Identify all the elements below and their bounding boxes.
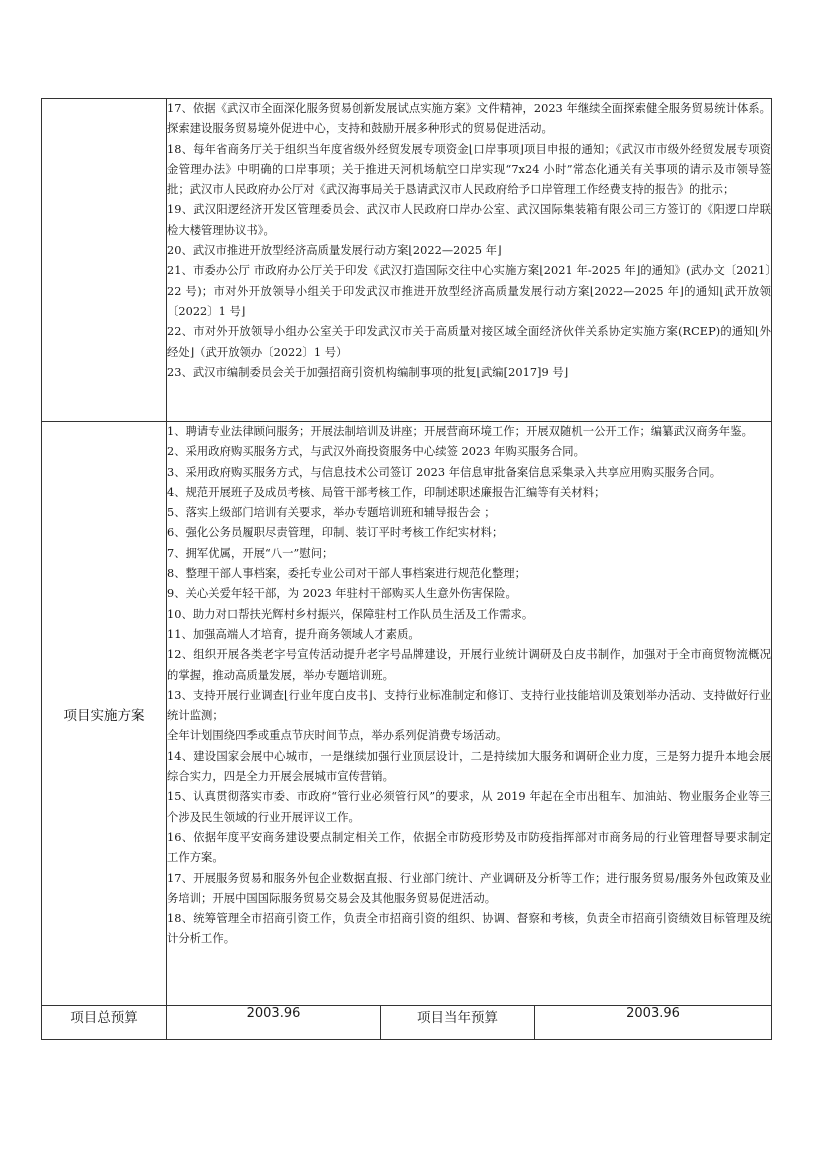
plan-item: 7、拥军优属，开展“八一”慰问； — [167, 546, 334, 560]
plan-item: 15、认真贯彻落实市委、市政府“管行业必须管行风”的要求，从 2019 年起在全市出租车、加油站、物业服务企业等三个涉及民生领域的行业开展评议工作。 — [167, 790, 772, 824]
basis-content-cell — [167, 99, 772, 422]
basis-item: 19、武汉阳逻经济开发区管理委员会、武汉市人民政府口岸办公室、武汉国际集装箱有限公司三方签订的《阳逻口岸联检大楼管理协议书》。 — [167, 203, 772, 237]
year-budget-value: 2003.96 — [535, 1006, 772, 1040]
plan-item: 全年计划围绕四季或重点节庆时间节点，举办系列促消费专场活动。 — [167, 729, 508, 743]
plan-row — [42, 422, 772, 1006]
plan-item: 10、助力对口帮扶光辉村乡村振兴，保障驻村工作队员生活及工作需求。 — [167, 607, 534, 621]
basis-item: 22、市对外开放领导小组办公室关于印发武汉市关于高质量对接区域全面经济伙伴关系协定实施方案(RCEP)的通知⌊外经处⌋（武开放领办〔2022〕1 号） — [167, 325, 772, 359]
plan-item-list — [167, 422, 771, 950]
basis-item: 17、依据《武汉市全面深化服务贸易创新发展试点实施方案》文件精神，2023 年继续全面探索健全服务贸易统计体系。探索建设服务贸易境外促进中心，支持和鼓励开展多种形式的贸易促进活动。 — [167, 102, 772, 136]
basis-item: 20、武汉市推进开放型经济高质量发展行动方案⌊2022—2025 年⌋ — [167, 244, 502, 258]
basis-item: 18、每年省商务厅关于组织当年度省级外经贸发展专项资金⌊口岸事项⌋项目申报的通知；《武汉市市级外经贸发展专项资金管理办法》中明确的口岸事项；关于推进天河机场航空口岸实现“7x24 小时”常态化通关有关事项的请示及市领导签批；武汉市人民政府办公厅对《武汉海事局关于恳请武汉市人民政府给予口岸管理工作经费支持的报告》的批示； — [167, 142, 772, 197]
year-budget-label: 项目当年预算 — [381, 1006, 535, 1040]
plan-item: 18、统筹管理全市招商引资工作，负责全市招商引资的组织、协调、督察和考核，负责全市招商引资绩效目标管理及统计分析工作。 — [167, 912, 772, 946]
basis-item: 21、市委办公厅 市政府办公厅关于印发《武汉打造国际交往中心实施方案⌊2021 年-2025 年⌋的通知》(武办文〔2021〕22 号)；市对外开放领导小组关于印发武汉市推进开放型经济高质量发展行动方案⌊2022—2025 年⌋的通知⌊武开放领〔2022〕1 号⌋ — [167, 264, 772, 318]
plan-content-cell — [167, 422, 772, 1006]
plan-item: 5、落实上级部门培训有关要求，举办专题培训班和辅导报告会 ； — [167, 506, 496, 520]
plan-label-cell: 项目实施方案 — [42, 422, 167, 1006]
plan-item: 14、建设国家会展中心城市，一是继续加强行业顶层设计，二是持续加大服务和调研企业力度，三是努力提升本地会展综合实力，四是全力开展会展城市宣传营销。 — [167, 749, 772, 784]
plan-item: 6、强化公务员履职尽责管理，印制、装订平时考核工作纪实材料； — [167, 526, 504, 540]
plan-item: 12、组织开展各类老字号宣传活动提升老字号品牌建设，开展行业统计调研及白皮书制作，加强对于全市商贸物流概况的掌握，推动高质量发展，举办专题培训班。 — [167, 648, 772, 682]
budget-row — [42, 1006, 772, 1040]
plan-item: 16、依据年度平安商务建设要点制定相关工作，依据全市防疫形势及市防疫指挥部对市商务局的行业管理督导要求制定工作方案。 — [167, 830, 772, 865]
total-budget-label: 项目总预算 — [42, 1006, 167, 1040]
basis-label-cell — [42, 99, 167, 422]
plan-item: 9、关心关爱年轻干部，为 2023 年驻村干部购买人生意外伤害保险。 — [167, 587, 517, 601]
plan-item: 17、开展服务贸易和服务外包企业数据直报、行业部门统计、产业调研及分析等工作；进行服务贸易/服务外包政策及业务培训；开展中国国际服务贸易交易会及其他服务贸易促进活动。 — [167, 871, 772, 905]
plan-item: 2、采用政府购买服务方式，与武汉外商投资服务中心续签 2023 年购买服务合同。 — [167, 445, 585, 459]
plan-item: 8、整理干部人事档案，委托专业公司对干部人事档案进行规范化整理； — [167, 567, 526, 581]
basis-item: 23、武汉市编制委员会关于加强招商引资机构编制事项的批复⌊武编[2017]9 号⌋ — [167, 365, 569, 379]
plan-item: 3、采用政府购买服务方式，与信息技术公司签订 2023 年信息审批备案信息采集录入共享应用购买服务合同。 — [167, 465, 722, 479]
plan-item: 1、聘请专业法律顾问服务；开展法制培训及讲座；开展营商环境工作；开展双随机一公开工作；编纂武汉商务年鉴。 — [167, 425, 753, 438]
basis-item-list — [167, 99, 771, 383]
plan-item: 4、规范开展班子及成员考核、局管干部考核工作，印制述职述廉报告汇编等有关材料； — [167, 485, 606, 499]
basis-row — [42, 99, 772, 422]
plan-item: 13、支持开展行业调查⌊行业年度白皮书⌋、支持行业标准制定和修订、支持行业技能培训及策划举办活动、支持做好行业统计监测； — [167, 688, 772, 723]
project-table — [41, 98, 772, 1040]
total-budget-value: 2003.96 — [167, 1006, 381, 1040]
plan-item: 11、加强高端人才培育，提升商务领域人才素质。 — [167, 627, 420, 641]
